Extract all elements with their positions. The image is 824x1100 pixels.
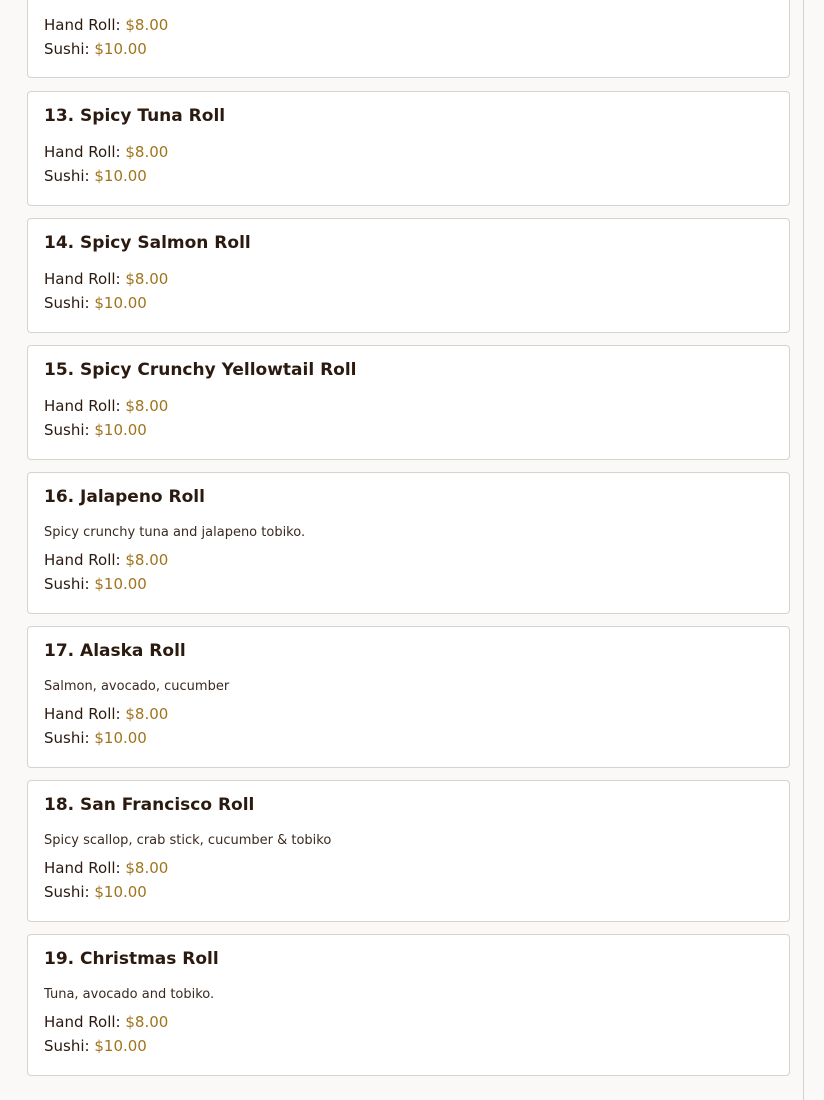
hand-roll-price-line (44, 1013, 168, 1031)
hand-roll-label: Hand Roll: (44, 270, 121, 288)
sushi-price-line (44, 294, 147, 312)
item-title: 18. San Francisco Roll (44, 795, 255, 815)
sushi-price-line (44, 40, 147, 58)
hand-roll-price: $8.00 (125, 1013, 169, 1031)
hand-roll-price: $8.00 (125, 143, 169, 161)
hand-roll-price-line (44, 859, 168, 877)
hand-roll-price-line (44, 143, 168, 161)
sushi-price: $10.00 (94, 294, 147, 312)
sushi-price: $10.00 (94, 729, 147, 747)
sushi-label: Sushi: (44, 294, 90, 312)
item-title: 13. Spicy Tuna Roll (44, 106, 226, 126)
sushi-price: $10.00 (94, 1037, 147, 1055)
sushi-price: $10.00 (94, 883, 147, 901)
scroll-divider (803, 0, 804, 1100)
menu-item-card (27, 345, 790, 460)
sushi-label: Sushi: (44, 1037, 90, 1055)
hand-roll-price: $8.00 (125, 705, 169, 723)
sushi-label: Sushi: (44, 167, 90, 185)
item-title: 16. Jalapeno Roll (44, 487, 205, 507)
hand-roll-price-line (44, 551, 168, 569)
hand-roll-price-line (44, 397, 168, 415)
hand-roll-price-line (44, 270, 168, 288)
item-description: Spicy scallop, crab stick, cucumber & tobiko (44, 833, 332, 848)
hand-roll-price: $8.00 (125, 859, 169, 877)
hand-roll-price: $8.00 (125, 270, 169, 288)
sushi-price-line (44, 421, 147, 439)
sushi-label: Sushi: (44, 575, 90, 593)
hand-roll-label: Hand Roll: (44, 143, 121, 161)
sushi-label: Sushi: (44, 883, 90, 901)
item-title: 14. Spicy Salmon Roll (44, 233, 251, 253)
hand-roll-label: Hand Roll: (44, 1013, 121, 1031)
menu-item-card (27, 780, 790, 922)
menu-item-card (27, 218, 790, 333)
hand-roll-label: Hand Roll: (44, 397, 121, 415)
menu-item-card (27, 472, 790, 614)
sushi-label: Sushi: (44, 421, 90, 439)
sushi-price-line (44, 1037, 147, 1055)
sushi-price: $10.00 (94, 421, 147, 439)
hand-roll-label: Hand Roll: (44, 551, 121, 569)
sushi-label: Sushi: (44, 40, 90, 58)
hand-roll-price-line (44, 705, 168, 723)
sushi-price-line (44, 575, 147, 593)
sushi-price: $10.00 (94, 40, 147, 58)
item-title: 19. Christmas Roll (44, 949, 219, 969)
item-description: Tuna, avocado and tobiko. (44, 987, 215, 1002)
sushi-price: $10.00 (94, 167, 147, 185)
item-title: 15. Spicy Crunchy Yellowtail Roll (44, 360, 357, 380)
sushi-price-line (44, 729, 147, 747)
menu-item-card (27, 0, 790, 78)
sushi-label: Sushi: (44, 729, 90, 747)
menu-item-card (27, 934, 790, 1076)
menu-item-card (27, 626, 790, 768)
hand-roll-label: Hand Roll: (44, 859, 121, 877)
hand-roll-price: $8.00 (125, 16, 169, 34)
hand-roll-label: Hand Roll: (44, 705, 121, 723)
sushi-price-line (44, 167, 147, 185)
item-description: Spicy crunchy tuna and jalapeno tobiko. (44, 525, 306, 540)
hand-roll-price: $8.00 (125, 551, 169, 569)
sushi-price-line (44, 883, 147, 901)
hand-roll-price: $8.00 (125, 397, 169, 415)
sushi-price: $10.00 (94, 575, 147, 593)
hand-roll-label: Hand Roll: (44, 16, 121, 34)
hand-roll-price-line (44, 16, 168, 34)
menu-item-card (27, 91, 790, 206)
item-title: 17. Alaska Roll (44, 641, 186, 661)
item-description: Salmon, avocado, cucumber (44, 679, 230, 694)
